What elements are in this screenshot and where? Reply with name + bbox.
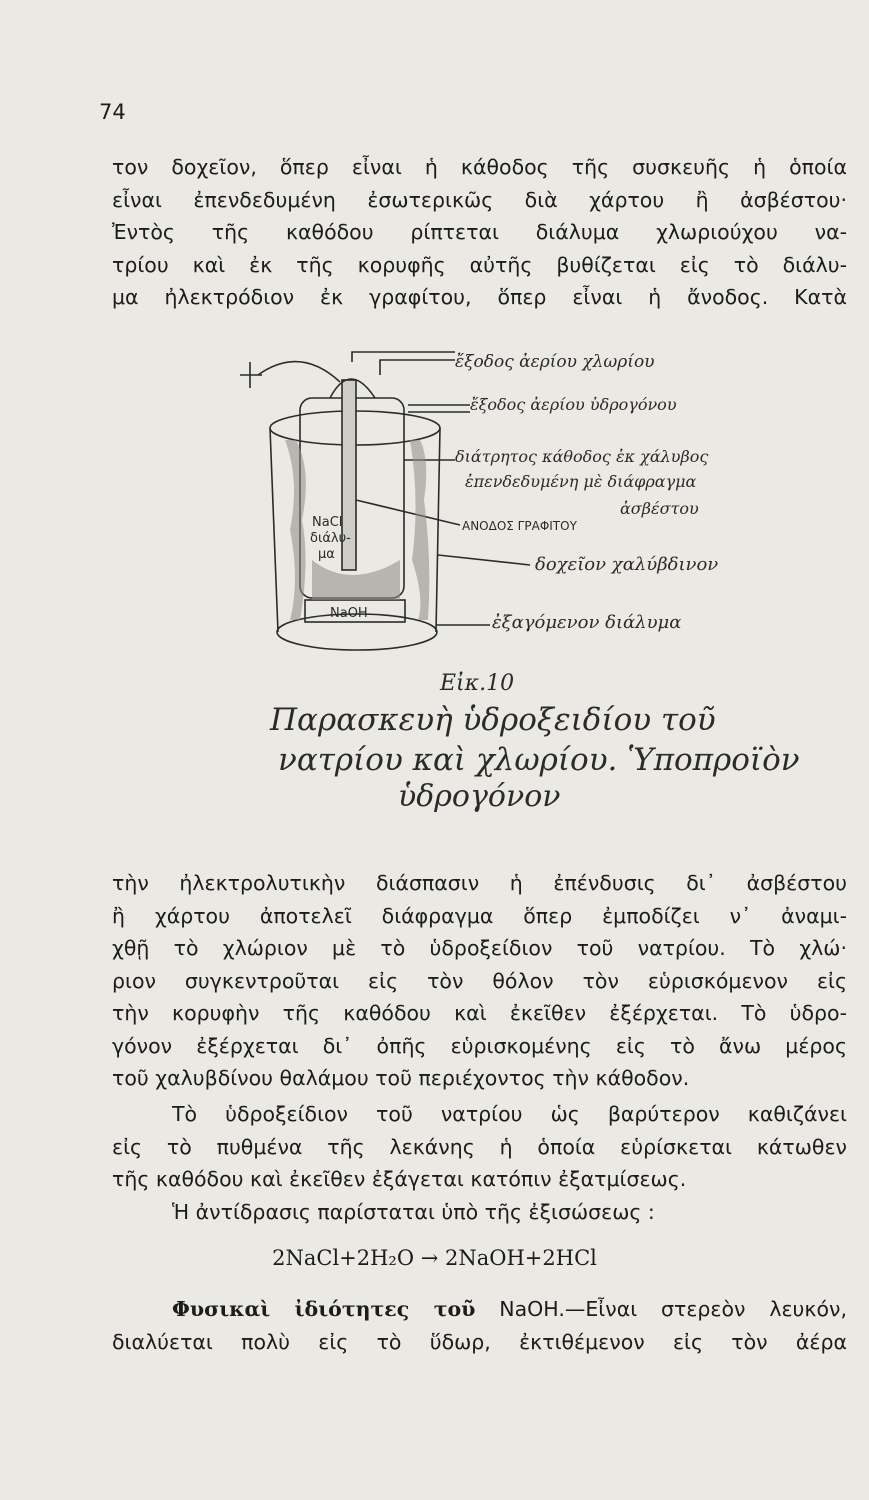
text-line: τὴν κορυφὴν τῆς καθόδου καὶ ἐκεῖθεν ἐξέρχεται. Τὸ ὑδρο- <box>112 1001 847 1025</box>
text-line: τον δοχεῖον, ὅπερ εἶναι ἡ κάθοδος τῆς συσκευῆς ἡ ὁποία <box>112 155 847 179</box>
figure-number: Εἰκ.10 <box>440 671 515 696</box>
text-line: γόνον ἐξέρχεται δι᾽ ὀπῆς εὑρισκομένης εἰς τὸ ἄνω μέρος <box>112 1033 847 1058</box>
text-line: τρίου καὶ ἐκ τῆς κορυφῆς αὐτῆς βυθίζεται εἰς τὸ διάλυ- <box>112 252 847 277</box>
section-subject: NaOH. <box>499 1297 565 1321</box>
text-line: μα ἠλεκτρόδιον ἐκ γραφίτου, ὅπερ εἶναι ἡ ἄνοδος. Κατὰ <box>112 285 847 309</box>
diaphragm-label: ἀσβέστου <box>620 499 699 518</box>
text-line: τῆς καθόδου καὶ ἐκεῖθεν ἐξάγεται κατόπιν ἐξατμίσεως. <box>112 1167 687 1191</box>
inner-label: μα <box>318 547 335 562</box>
text-line: εἶναι ἐπενδεδυμένη ἐσωτερικῶς διὰ χάρτου ἢ ἀσβέστου· <box>112 187 847 212</box>
text-line: εἰς τὸ πυθμένα τῆς λεκάνης ἡ ὁποία εὑρίσκεται κάτωθεν <box>112 1134 847 1159</box>
text-line: χθῇ τὸ χλώριον μὲ τὸ ὑδροξείδιον τοῦ νατρίου. Τὸ χλώ· <box>112 936 847 960</box>
bottom-label: NaOH <box>330 606 368 621</box>
text-line: ριον συγκεντροῦται εἰς τὸν θόλον τὸν εὑρισκόμενον εἰς <box>112 968 847 993</box>
outflow-label: ἐξαγόμενον διάλυμα <box>492 612 682 633</box>
section-text: —Εἶναι στερεὸν λευκόν, <box>564 1297 847 1321</box>
section-physical-properties <box>112 1293 847 1358</box>
figure-caption-line: Παρασκευὴ ὑδροξειδίου τοῦ <box>270 702 716 738</box>
shading <box>285 440 429 620</box>
text-line: ἢ χάρτου ἀποτελεῖ διάφραγμα ὅπερ ἐμποδίζει ν᾽ ἀναμι- <box>112 903 847 928</box>
chlorine-outlet-label: ἔξοδος ἀερίου χλωρίου <box>455 352 655 372</box>
vessel-label: δοχεῖον χαλύβδινον <box>535 554 719 575</box>
diaphragm-label: διάτρητος κάθοδος ἐκ χάλυβος <box>455 447 709 466</box>
text-line: Ἐντὸς τῆς καθόδου ρίπτεται διάλυμα χλωριούχου να- <box>112 220 847 244</box>
inner-label: διάλυ- <box>310 531 351 546</box>
text-line: Τὸ ὑδροξείδιον τοῦ νατρίου ὡς βαρύτερον καθιζάνει <box>172 1102 847 1126</box>
paragraph-hydroxide <box>112 1098 847 1228</box>
text-line: τοῦ χαλυβδίνου θαλάμου τοῦ περιέχοντος τὴν κάθοδον. <box>112 1066 690 1090</box>
figure-caption-line: νατρίου καὶ χλωρίου. Ὑποπροϊὸν <box>278 742 800 778</box>
section-heading: Φυσικαὶ ἰδιότητες τοῦ <box>172 1297 476 1321</box>
reaction-intro: Ἡ ἀντίδρασις παρίσταται ὑπὸ τῆς ἐξισώσεως : <box>172 1199 655 1224</box>
anode-label: ΑΝΟΔΟΣ ΓΡΑΦΙΤΟΥ <box>462 519 577 533</box>
text-line: τὴν ἠλεκτρολυτικὴν διάσπασιν ἡ ἐπένδυσις δι᾽ ἀσβέστου <box>112 871 847 895</box>
hydrogen-outlet-label: ἔξοδος ἀερίου ὑδρογόνου <box>470 395 677 414</box>
text-line: διαλύεται πολὺ εἰς τὸ ὕδωρ, ἐκτιθέμενον εἰς τὸν ἀέρα <box>112 1329 847 1354</box>
chemical-equation: 2NaCl+2H₂O → 2NaOH+2HCl <box>272 1246 597 1270</box>
page-number: 74 <box>99 100 126 124</box>
diaphragm-label: ἐπενδεδυμένη μὲ διάφραγμα <box>465 472 697 491</box>
figure-caption-line: ὑδρογόνον <box>398 779 561 814</box>
inner-label: NaCl <box>312 515 343 530</box>
section-line <box>112 1293 847 1326</box>
paragraph-diaphragm <box>112 867 847 1095</box>
